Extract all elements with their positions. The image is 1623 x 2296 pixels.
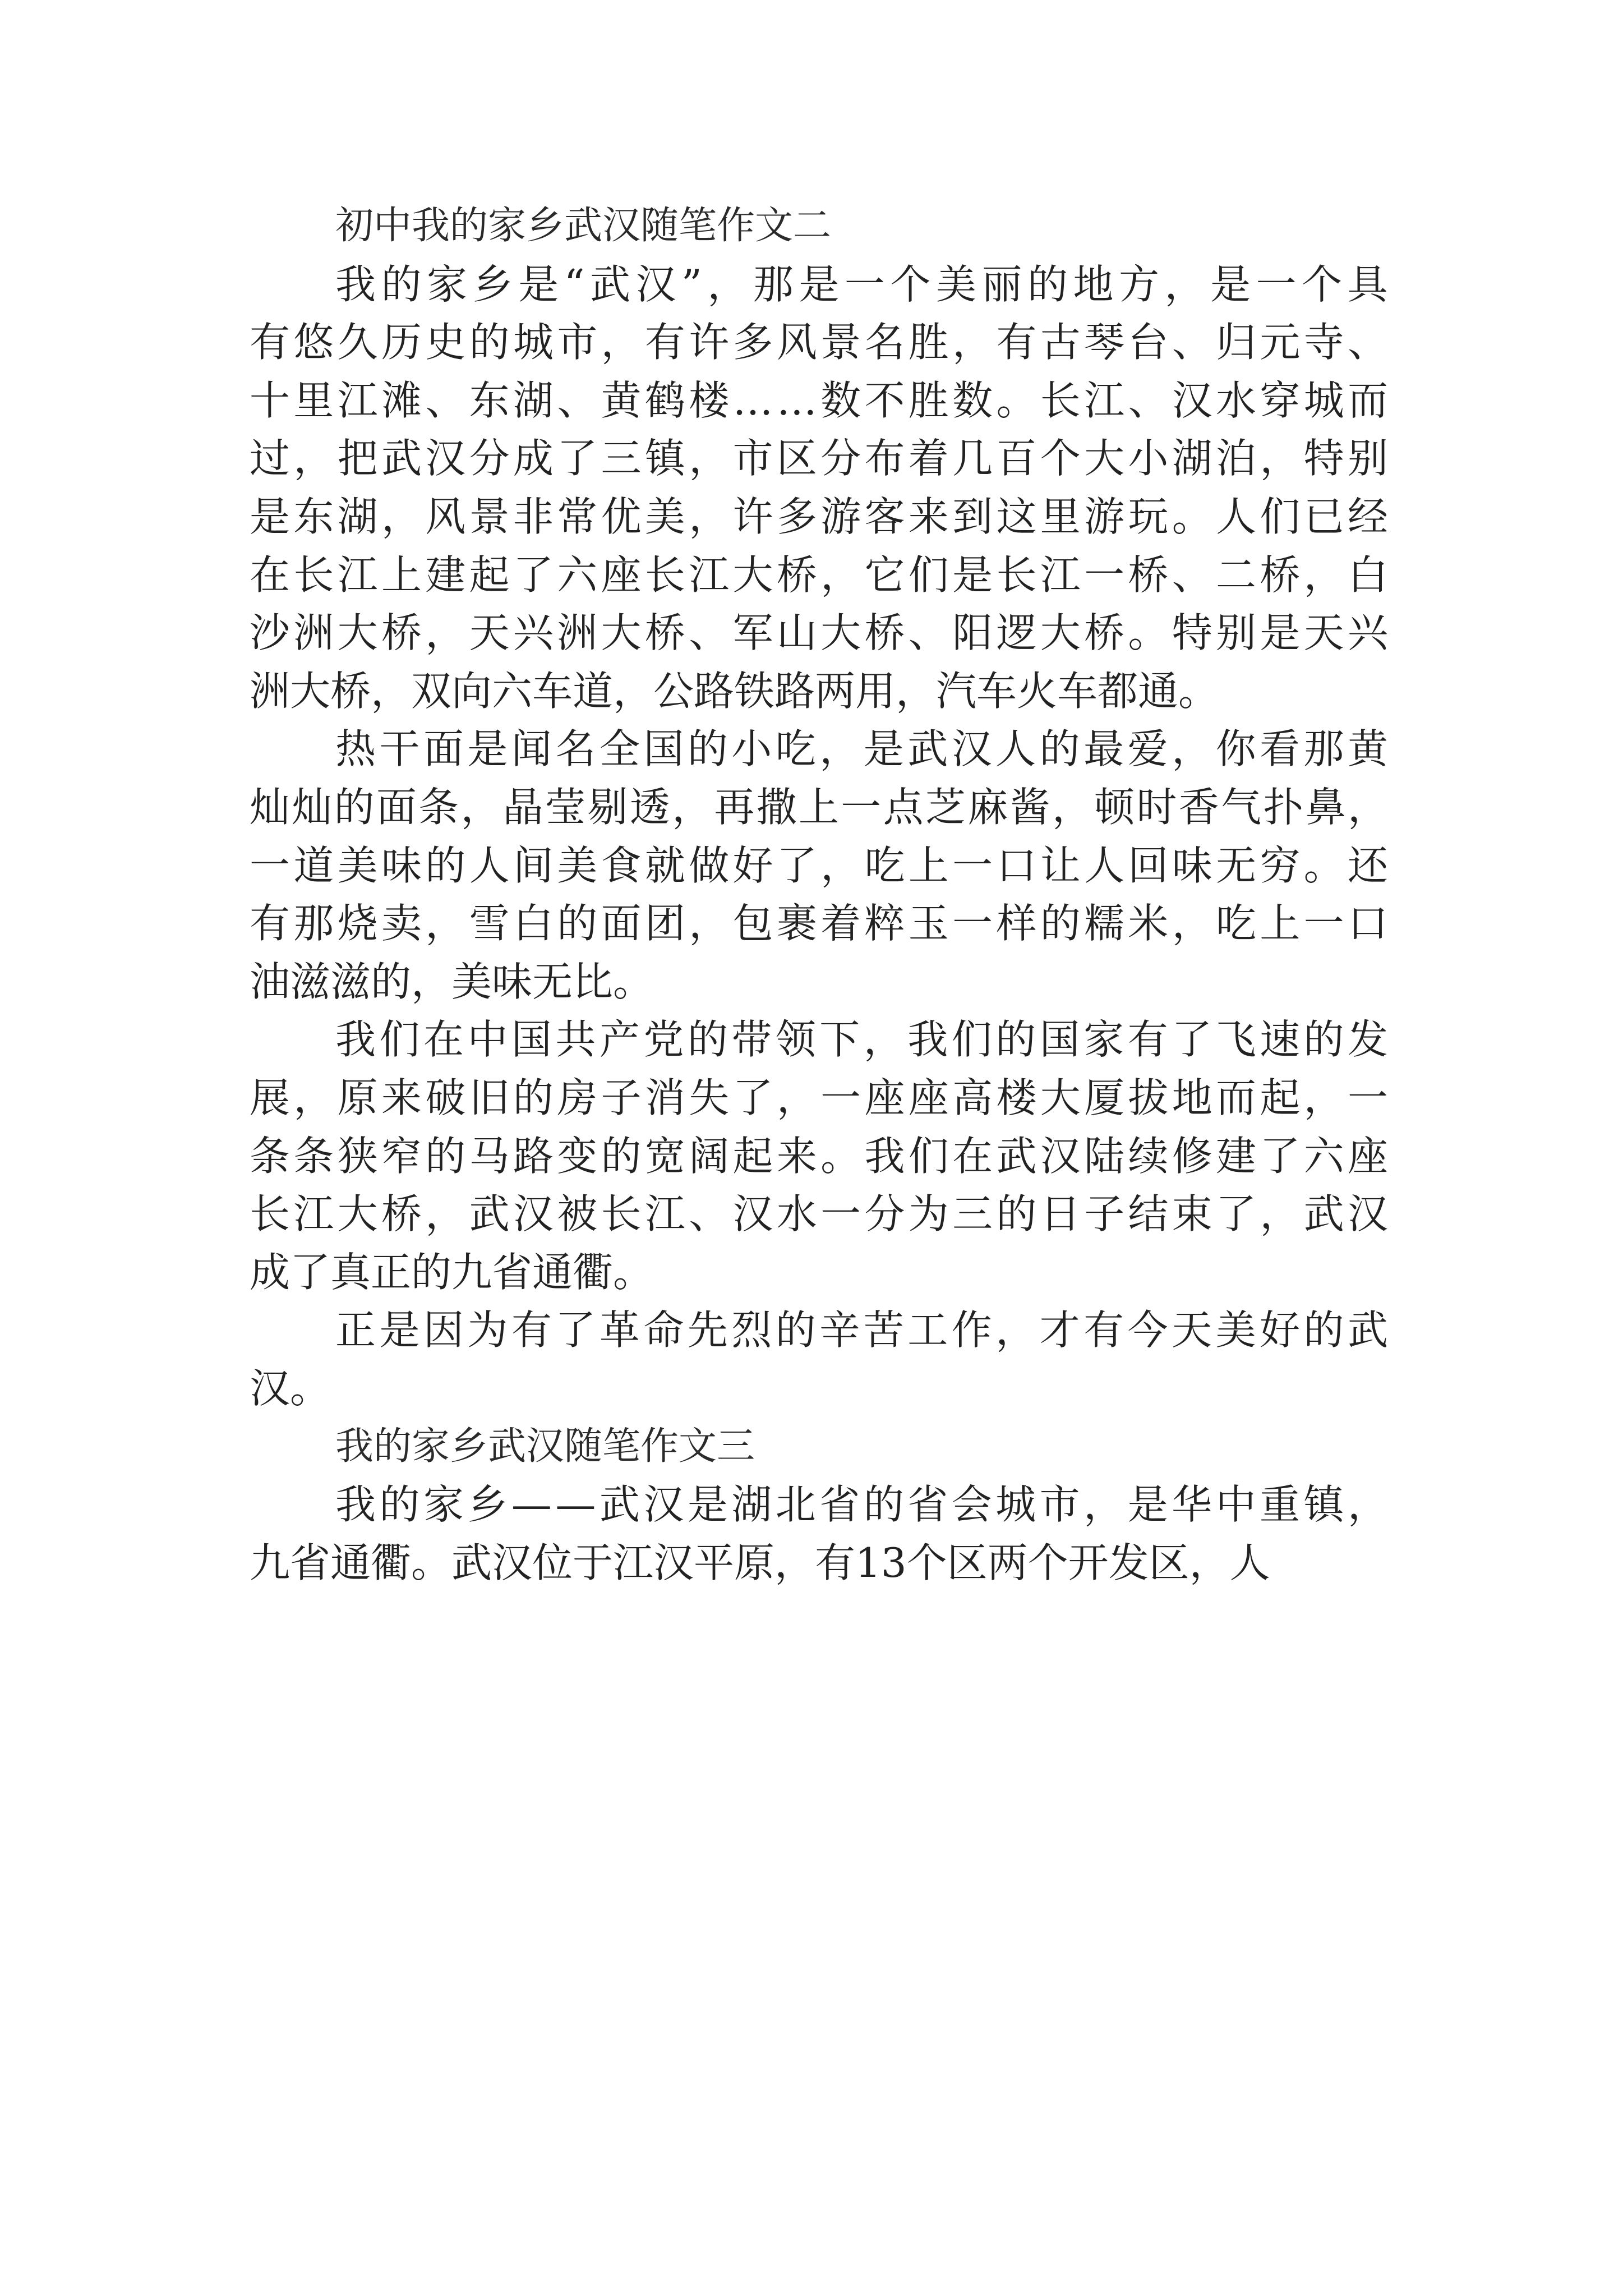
paragraph-line: 我的家乡——武汉是湖北省的省会城市，是华中重镇， [335, 1481, 1392, 1528]
paragraph-line: 有悠久历史的城市，有许多风景名胜，有古琴台、归元寺、 [250, 319, 1392, 366]
section-heading: 初中我的家乡武汉随笔作文二 [335, 204, 832, 248]
paragraph-line: 热干面是闻名全国的小吃，是武汉人的最爱，你看那黄 [335, 725, 1392, 772]
paragraph-line: 是东湖，风景非常优美，许多游客来到这里游玩。人们已经 [250, 493, 1392, 540]
paragraph-line: 我的家乡是“武汉”，那是一个美丽的地方，是一个具 [335, 261, 1394, 308]
section-heading: 我的家乡武汉随笔作文三 [335, 1424, 755, 1469]
paragraph-line: 汉。 [250, 1365, 331, 1412]
paragraph-line: 长江大桥，武汉被长江、汉水一分为三的日子结束了，武汉 [250, 1190, 1392, 1237]
paragraph-line: 沙洲大桥，天兴洲大桥、军山大桥、阳逻大桥。特别是天兴 [250, 609, 1392, 656]
paragraph-line: 我们在中国共产党的带领下，我们的国家有了飞速的发 [335, 1016, 1392, 1063]
paragraph-line: 过，把武汉分成了三镇，市区分布着几百个大小湖泊，特别 [250, 435, 1392, 482]
paragraph-line: 灿灿的面条，晶莹剔透，再撒上一点芝麻酱，顿时香气扑鼻， [250, 784, 1390, 831]
paragraph-line: 九省通衢。武汉位于江汉平原，有13个区两个开发区，人 [250, 1539, 1270, 1586]
paragraph-line: 十里江滩、东湖、黄鹤楼……数不胜数。长江、汉水穿城而 [250, 377, 1392, 424]
paragraph-line: 成了真正的九省通衢。 [250, 1249, 654, 1296]
paragraph-line: 正是因为有了革命先烈的辛苦工作，才有今天美好的武 [335, 1306, 1392, 1354]
paragraph-line: 一道美味的人间美食就做好了，吃上一口让人回味无穷。还 [250, 842, 1392, 889]
paragraph-line: 洲大桥，双向六车道，公路铁路两用，汽车火车都通。 [250, 668, 1219, 715]
paragraph-line: 油滋滋的，美味无比。 [250, 958, 654, 1005]
paragraph-line: 展，原来破旧的房子消失了，一座座高楼大厦拔地而起，一 [250, 1074, 1392, 1121]
paragraph-line: 在长江上建起了六座长江大桥，它们是长江一桥、二桥，白 [250, 551, 1392, 599]
paragraph-line: 条条狭窄的马路变的宽阔起来。我们在武汉陆续修建了六座 [250, 1133, 1392, 1180]
paragraph-line: 有那烧卖，雪白的面团，包裹着粹玉一样的糯米，吃上一口 [250, 900, 1392, 947]
